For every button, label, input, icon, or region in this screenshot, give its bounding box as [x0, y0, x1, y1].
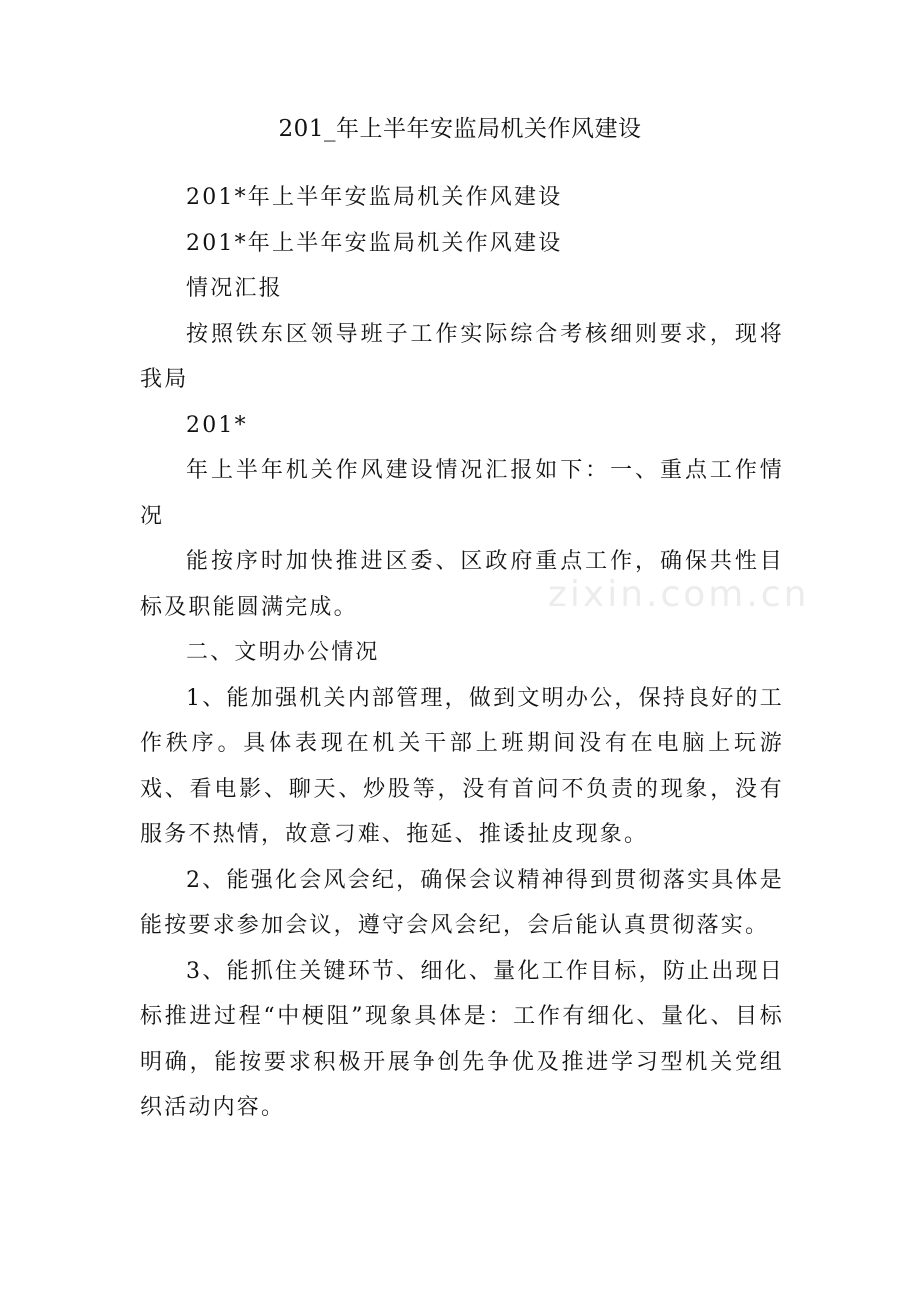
paragraph-key-work: 能按序时加快推进区委、区政府重点工作，确保共性目标及职能圆满完成。 [140, 549, 784, 620]
document-title: 201_年上半年安监局机关作风建设 [278, 116, 642, 142]
paragraph-heading-1: 201*年上半年安监局机关作风建设 [186, 185, 563, 210]
paragraph-intro: 按照铁东区领导班子工作实际综合考核细则要求，现将我局 [140, 321, 784, 392]
paragraph-year: 201* [186, 412, 248, 438]
paragraph-item-2: 2、能强化会风会纪，确保会议精神得到贯彻落实具体是能按要求参加会议，遵守会风会纪，会后能认真贯彻落实。 [140, 867, 784, 938]
paragraph-report-heading: 年上半年机关作风建设情况汇报如下：一、重点工作情况 [140, 458, 784, 529]
paragraph-heading-2: 201*年上半年安监局机关作风建设 [186, 230, 563, 256]
document-body [140, 175, 784, 1131]
paragraph-section-2: 二、文明办公情况 [186, 640, 380, 665]
paragraph-report-label: 情况汇报 [186, 276, 283, 301]
paragraph-item-3: 3、能抓住关键环节、细化、量化工作目标，防止出现日标推进过程“中梗阻”现象具体是：工作有细化、量化、目标明确，能按要求积极开展争创先争优及推进学习型机关党组织活动内容。 [140, 958, 784, 1120]
watermark: zixin.com.cn [548, 574, 810, 615]
paragraph-item-1: 1、能加强机关内部管理，做到文明办公，保持良好的工作秩序。具体表现在机关干部上班期间没有在电脑上玩游戏、看电影、聊天、炒股等，没有首问不负责的现象，没有服务不热情，故意刁难、拖延、推诿扯皮现象。 [140, 685, 784, 847]
